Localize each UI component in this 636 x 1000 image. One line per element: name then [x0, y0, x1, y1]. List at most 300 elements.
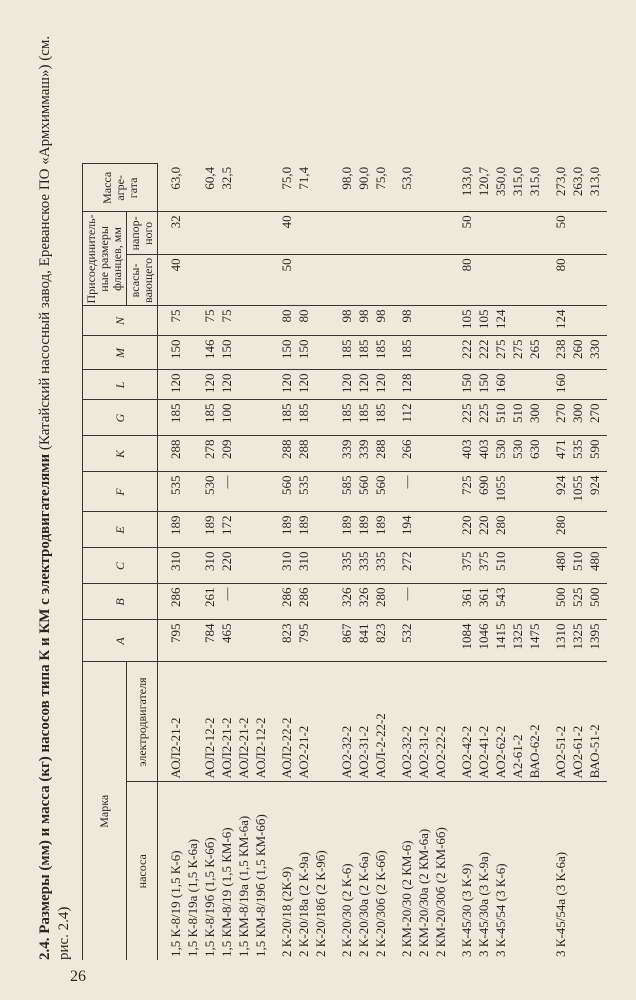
cell-c: 310	[158, 548, 185, 584]
cell-k: 209	[218, 436, 235, 472]
cell-e	[432, 512, 449, 548]
cell-mass: 98,0	[329, 164, 355, 212]
header-c: C	[83, 548, 158, 584]
cell-b: 261	[201, 584, 218, 620]
cell-n: 98	[372, 306, 389, 336]
cell-n	[569, 306, 586, 336]
caption-rest: (Катайский насосный завод, Ереванское ПО «Армхиммаш») (см. рис. 2.4)	[37, 35, 72, 960]
cell-suction: 80	[543, 255, 569, 306]
cell-m	[235, 336, 252, 370]
cell-c: 335	[372, 548, 389, 584]
cell-f	[415, 472, 432, 512]
table-row	[252, 164, 269, 960]
cell-g	[415, 400, 432, 436]
motor-name	[312, 662, 329, 782]
cell-k	[432, 436, 449, 472]
cell-f: 560	[372, 472, 389, 512]
cell-suction	[295, 255, 312, 306]
cell-g: 510	[492, 400, 509, 436]
cell-c: 510	[569, 548, 586, 584]
cell-a: 867	[329, 620, 355, 662]
cell-k: 535	[569, 436, 586, 472]
cell-suction	[415, 255, 432, 306]
rotated-page-content	[36, 30, 602, 960]
cell-l: 160	[492, 370, 509, 400]
cell-e: 220	[449, 512, 475, 548]
cell-c: 510	[492, 548, 509, 584]
cell-mass	[432, 164, 449, 212]
cell-f: —	[389, 472, 415, 512]
cell-n: 80	[295, 306, 312, 336]
cell-mass: 315,0	[526, 164, 543, 212]
cell-k	[252, 436, 269, 472]
cell-n: 75	[218, 306, 235, 336]
cell-a: 465	[218, 620, 235, 662]
cell-suction	[184, 255, 201, 306]
cell-a	[252, 620, 269, 662]
cell-e: 194	[389, 512, 415, 548]
cell-c: 335	[355, 548, 372, 584]
cell-suction	[569, 255, 586, 306]
cell-b	[312, 584, 329, 620]
table-body	[158, 164, 608, 960]
cell-n: 105	[475, 306, 492, 336]
cell-mass: 75,0	[372, 164, 389, 212]
cell-e	[569, 512, 586, 548]
cell-c	[415, 548, 432, 584]
motor-name: АО2-32-2	[389, 662, 415, 782]
cell-b: 500	[586, 584, 607, 620]
cell-c	[509, 548, 526, 584]
cell-suction	[475, 255, 492, 306]
cell-discharge	[252, 212, 269, 255]
motor-name: АОЛ2-21-2	[218, 662, 235, 782]
cell-a: 1325	[569, 620, 586, 662]
pump-name: 3 К-45/54а (3 К-6а)	[553, 851, 568, 957]
pump-name	[569, 782, 586, 960]
cell-b: 525	[569, 584, 586, 620]
cell-discharge	[492, 212, 509, 255]
table-row	[329, 164, 355, 960]
cell-mass: 90,0	[355, 164, 372, 212]
motor-name: АОЛ2-12-2	[201, 662, 218, 782]
cell-b: 326	[355, 584, 372, 620]
cell-suction	[509, 255, 526, 306]
cell-b	[432, 584, 449, 620]
cell-f	[312, 472, 329, 512]
pump-name: 2 К-20/30б (2 К-6б)	[373, 850, 388, 957]
cell-k: 403	[475, 436, 492, 472]
cell-c: 272	[389, 548, 415, 584]
cell-mass: 53,0	[389, 164, 415, 212]
cell-g: 510	[509, 400, 526, 436]
cell-l	[432, 370, 449, 400]
cell-mass: 60,4	[201, 164, 218, 212]
cell-k: 339	[355, 436, 372, 472]
cell-discharge: 40	[269, 212, 295, 255]
cell-a	[235, 620, 252, 662]
cell-e: 189	[355, 512, 372, 548]
cell-suction	[355, 255, 372, 306]
cell-k: 471	[543, 436, 569, 472]
cell-e: 189	[372, 512, 389, 548]
cell-f	[252, 472, 269, 512]
cell-f: 690	[475, 472, 492, 512]
motor-name: АОЛ2-12-2	[252, 662, 269, 782]
motor-name: ВАО-62-2	[526, 662, 543, 782]
caption-title: Размеры (мм) и масса (кг) насосов типа К и КМ с электродвигателями	[37, 453, 53, 934]
cell-b: 280	[372, 584, 389, 620]
motor-name: ВАО-51-2	[586, 662, 607, 782]
cell-suction	[218, 255, 235, 306]
cell-g: 185	[201, 400, 218, 436]
cell-l: 150	[449, 370, 475, 400]
header-m: M	[83, 336, 158, 370]
motor-name: АО2-31-2	[415, 662, 432, 782]
motor-name: АО2-22-2	[432, 662, 449, 782]
cell-n: 98	[389, 306, 415, 336]
cell-g: 100	[218, 400, 235, 436]
cell-g	[184, 400, 201, 436]
cell-mass	[415, 164, 432, 212]
cell-m	[252, 336, 269, 370]
cell-discharge	[295, 212, 312, 255]
cell-a: 841	[355, 620, 372, 662]
cell-g: 185	[269, 400, 295, 436]
cell-mass	[184, 164, 201, 212]
cell-mass: 273,0	[543, 164, 569, 212]
table-row	[543, 164, 569, 960]
cell-f: 924	[586, 472, 607, 512]
cell-k: 630	[526, 436, 543, 472]
cell-l	[586, 370, 607, 400]
table-row	[312, 164, 329, 960]
cell-discharge	[235, 212, 252, 255]
cell-mass: 313,0	[586, 164, 607, 212]
cell-m: 185	[372, 336, 389, 370]
cell-e	[312, 512, 329, 548]
cell-b: 361	[475, 584, 492, 620]
table-row	[449, 164, 475, 960]
pump-name: 1,5 К-8/19б (1,5 К-6б)	[202, 837, 217, 957]
cell-g	[432, 400, 449, 436]
cell-mass: 75,0	[269, 164, 295, 212]
cell-c	[432, 548, 449, 584]
pump-name: 1,5 КМ-8/19а (1,5 КМ-6а)	[236, 815, 251, 957]
cell-m	[415, 336, 432, 370]
cell-mass: 133,0	[449, 164, 475, 212]
table-row	[389, 164, 415, 960]
table-row	[586, 164, 607, 960]
cell-b	[509, 584, 526, 620]
cell-a: 1046	[475, 620, 492, 662]
cell-b: 286	[269, 584, 295, 620]
cell-b: 326	[329, 584, 355, 620]
cell-e	[235, 512, 252, 548]
cell-g: 185	[329, 400, 355, 436]
cell-m: 185	[389, 336, 415, 370]
cell-n: 80	[269, 306, 295, 336]
cell-discharge	[432, 212, 449, 255]
cell-c: 310	[201, 548, 218, 584]
cell-e	[415, 512, 432, 548]
table-row	[355, 164, 372, 960]
motor-name: АО2-32-2	[329, 662, 355, 782]
cell-m: 275	[509, 336, 526, 370]
table-row	[235, 164, 252, 960]
cell-k: 288	[372, 436, 389, 472]
cell-l	[312, 370, 329, 400]
cell-m	[312, 336, 329, 370]
cell-a: 1325	[509, 620, 526, 662]
cell-a: 795	[158, 620, 185, 662]
cell-n: 124	[492, 306, 509, 336]
caption-number: 2.4.	[37, 937, 53, 960]
cell-a: 795	[295, 620, 312, 662]
cell-l	[235, 370, 252, 400]
table-row	[569, 164, 586, 960]
cell-suction: 40	[158, 255, 185, 306]
cell-k: 339	[329, 436, 355, 472]
cell-n	[415, 306, 432, 336]
cell-e: 189	[269, 512, 295, 548]
cell-m: 330	[586, 336, 607, 370]
cell-f: —	[218, 472, 235, 512]
cell-suction	[389, 255, 415, 306]
cell-b: 543	[492, 584, 509, 620]
cell-suction	[329, 255, 355, 306]
cell-f: 560	[269, 472, 295, 512]
cell-discharge	[218, 212, 235, 255]
cell-m: 260	[569, 336, 586, 370]
cell-f	[184, 472, 201, 512]
table-row	[269, 164, 295, 960]
cell-g: 270	[543, 400, 569, 436]
pump-name: 2 К-20/18а (2 К-9а)	[296, 851, 311, 957]
table-caption	[36, 30, 74, 960]
cell-n: 75	[158, 306, 185, 336]
cell-m	[184, 336, 201, 370]
motor-name: АО2-42-2	[449, 662, 475, 782]
cell-g	[312, 400, 329, 436]
cell-a: 1310	[543, 620, 569, 662]
cell-e: 189	[295, 512, 312, 548]
cell-discharge	[415, 212, 432, 255]
pump-name: 1,5 КМ-8/19б (1,5 КМ-6б)	[253, 814, 268, 957]
cell-g: 185	[295, 400, 312, 436]
dimensions-table	[82, 163, 607, 960]
cell-n: 75	[201, 306, 218, 336]
motor-name: АО2-21-2	[295, 662, 312, 782]
cell-b	[415, 584, 432, 620]
table-row	[158, 164, 185, 960]
pump-name	[509, 782, 526, 960]
cell-mass	[252, 164, 269, 212]
cell-c	[252, 548, 269, 584]
header-f: F	[83, 472, 158, 512]
cell-l: 120	[295, 370, 312, 400]
cell-mass: 71,4	[295, 164, 312, 212]
header-suction: всасы-вающего	[127, 255, 158, 306]
cell-mass	[235, 164, 252, 212]
pump-name: 1,5 К-8/19а (1,5 К-6а)	[185, 838, 200, 957]
table-row	[526, 164, 543, 960]
cell-m	[432, 336, 449, 370]
cell-n: 98	[355, 306, 372, 336]
cell-m: 265	[526, 336, 543, 370]
cell-f	[432, 472, 449, 512]
cell-m: 150	[218, 336, 235, 370]
table-row	[184, 164, 201, 960]
cell-l: 120	[329, 370, 355, 400]
cell-b: 286	[158, 584, 185, 620]
pump-name: 2 К-20/30а (2 К-6а)	[356, 851, 371, 957]
cell-m: 222	[449, 336, 475, 370]
motor-name: АО2-61-2	[569, 662, 586, 782]
header-l: L	[83, 370, 158, 400]
cell-suction	[372, 255, 389, 306]
cell-k: 530	[492, 436, 509, 472]
header-k: K	[83, 436, 158, 472]
table-row	[372, 164, 389, 960]
header-mass: Масса агре-гата	[83, 164, 158, 212]
table-row	[295, 164, 312, 960]
cell-a: 1475	[526, 620, 543, 662]
cell-e: 220	[475, 512, 492, 548]
cell-l	[184, 370, 201, 400]
cell-e: 280	[543, 512, 569, 548]
cell-n	[586, 306, 607, 336]
cell-f: 725	[449, 472, 475, 512]
cell-k: 278	[201, 436, 218, 472]
cell-g: 185	[158, 400, 185, 436]
cell-l	[509, 370, 526, 400]
header-e: E	[83, 512, 158, 548]
cell-c: 480	[543, 548, 569, 584]
pump-name: 3 К-45/54 (3 К-6)	[493, 863, 508, 957]
cell-k	[312, 436, 329, 472]
cell-e	[252, 512, 269, 548]
cell-k: 590	[586, 436, 607, 472]
cell-f: 560	[355, 472, 372, 512]
cell-a	[415, 620, 432, 662]
cell-l: 128	[389, 370, 415, 400]
cell-c: 375	[449, 548, 475, 584]
header-flanges: Присоединитель-ные размеры фланцев, мм	[83, 212, 127, 306]
cell-suction	[432, 255, 449, 306]
motor-name	[184, 662, 201, 782]
cell-l	[252, 370, 269, 400]
cell-g: 270	[586, 400, 607, 436]
cell-e	[509, 512, 526, 548]
pump-name: 2 КМ-20/30 (2 КМ-6)	[399, 840, 414, 957]
cell-g: 300	[526, 400, 543, 436]
cell-f	[526, 472, 543, 512]
cell-discharge	[184, 212, 201, 255]
cell-e: 280	[492, 512, 509, 548]
cell-f: 535	[295, 472, 312, 512]
cell-discharge	[475, 212, 492, 255]
cell-n	[252, 306, 269, 336]
cell-c: 310	[269, 548, 295, 584]
header-discharge: напор-ного	[127, 212, 158, 255]
cell-discharge	[312, 212, 329, 255]
motor-name: АО2-51-2	[543, 662, 569, 782]
cell-m: 185	[355, 336, 372, 370]
cell-a: 1395	[586, 620, 607, 662]
cell-b: 286	[295, 584, 312, 620]
cell-discharge	[372, 212, 389, 255]
cell-m: 150	[158, 336, 185, 370]
cell-n	[432, 306, 449, 336]
pump-name: 3 К-45/30 (3 К-9)	[459, 863, 474, 957]
table-row	[492, 164, 509, 960]
table-row	[509, 164, 526, 960]
cell-mass: 120,7	[475, 164, 492, 212]
cell-c	[235, 548, 252, 584]
cell-suction	[235, 255, 252, 306]
cell-k: 288	[269, 436, 295, 472]
cell-suction: 50	[269, 255, 295, 306]
cell-e	[184, 512, 201, 548]
cell-g: 112	[389, 400, 415, 436]
cell-l	[526, 370, 543, 400]
cell-k: 403	[449, 436, 475, 472]
cell-discharge	[586, 212, 607, 255]
cell-a: 532	[389, 620, 415, 662]
cell-g	[235, 400, 252, 436]
cell-e	[586, 512, 607, 548]
cell-mass: 315,0	[509, 164, 526, 212]
table-row	[201, 164, 218, 960]
cell-k	[415, 436, 432, 472]
cell-c	[184, 548, 201, 584]
cell-c: 220	[218, 548, 235, 584]
cell-b: 500	[543, 584, 569, 620]
cell-suction: 80	[449, 255, 475, 306]
pump-name: 1,5 КМ-8/19 (1,5 КМ-6)	[219, 827, 234, 957]
cell-e: 189	[329, 512, 355, 548]
cell-discharge: 50	[543, 212, 569, 255]
cell-l	[415, 370, 432, 400]
pump-name: 1,5 К-8/19 (1,5 К-6)	[168, 850, 183, 957]
cell-m: 146	[201, 336, 218, 370]
cell-discharge	[201, 212, 218, 255]
cell-l: 120	[158, 370, 185, 400]
cell-a: 1084	[449, 620, 475, 662]
cell-suction	[586, 255, 607, 306]
cell-mass: 350,0	[492, 164, 509, 212]
cell-g: 185	[355, 400, 372, 436]
motor-name: АО2-31-2	[355, 662, 372, 782]
cell-l	[569, 370, 586, 400]
cell-m: 150	[269, 336, 295, 370]
cell-suction	[252, 255, 269, 306]
cell-mass	[312, 164, 329, 212]
motor-name: АОЛ2-21-2	[158, 662, 185, 782]
cell-a: 823	[372, 620, 389, 662]
cell-suction	[201, 255, 218, 306]
cell-g: 225	[449, 400, 475, 436]
cell-mass: 263,0	[569, 164, 586, 212]
cell-m: 275	[492, 336, 509, 370]
cell-b	[184, 584, 201, 620]
cell-m: 222	[475, 336, 492, 370]
cell-g: 185	[372, 400, 389, 436]
cell-l: 120	[355, 370, 372, 400]
header-motor: электродвигателя	[127, 662, 158, 782]
cell-discharge: 50	[449, 212, 475, 255]
